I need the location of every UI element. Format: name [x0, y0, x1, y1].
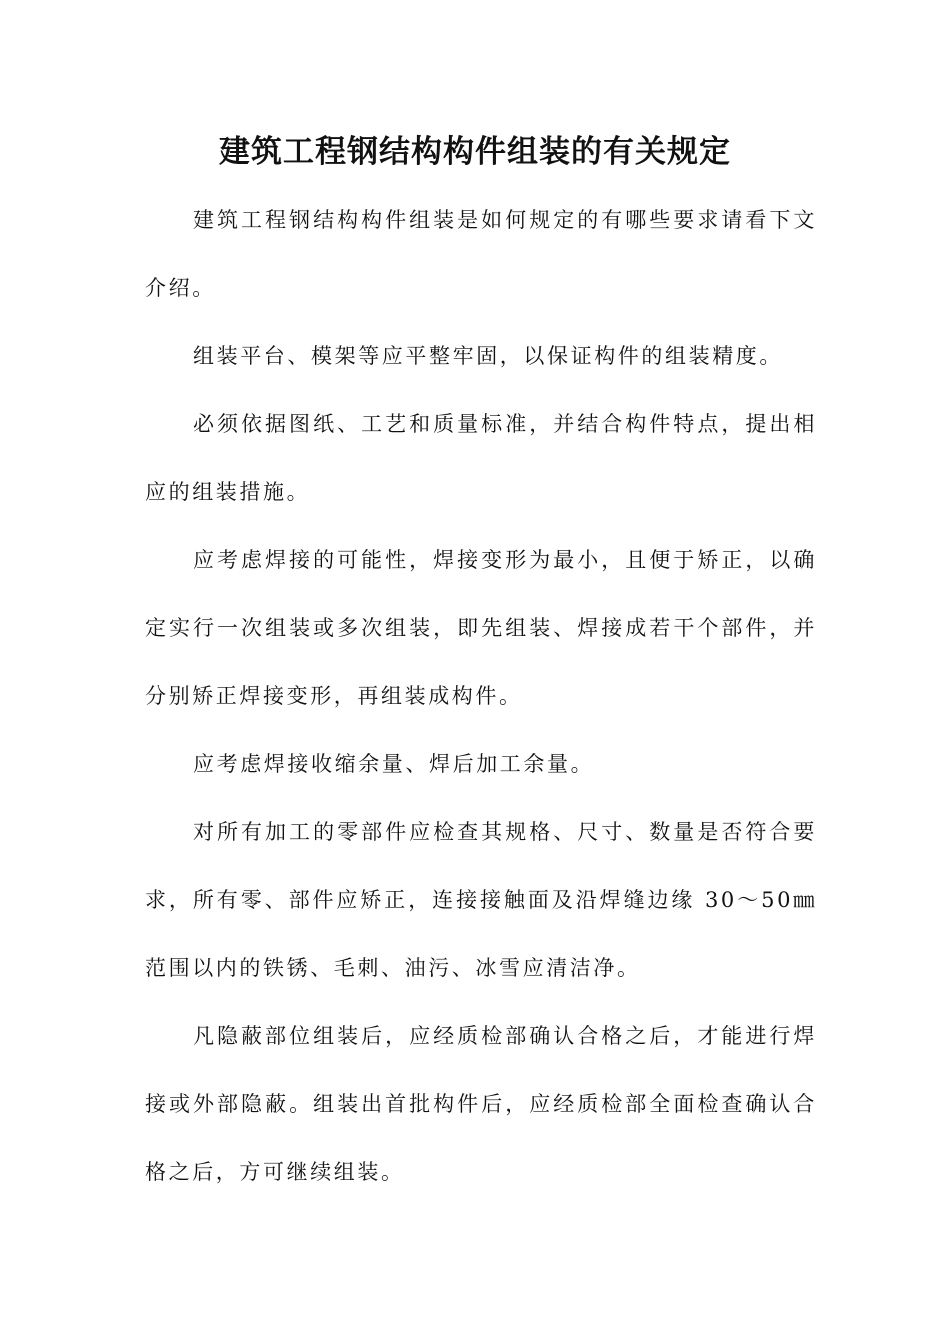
- paragraph-shrinkage-allowance: 应考虑焊接收缩余量、焊后加工余量。: [193, 752, 595, 776]
- paragraph-hidden-parts: 凡隐蔽部位组装后，应经质检部确认合格之后，才能进行焊接或外部隐蔽。组装出首批构件后，应经质检部全面检查确认合格之后，方可继续组装。: [145, 1024, 817, 1184]
- paragraph-drawings: 必须依据图纸、工艺和质量标准，并结合构件特点，提出相应的组装措施。: [145, 412, 817, 504]
- paragraph-intro: 建筑工程钢结构构件组装是如何规定的有哪些要求请看下文介绍。: [145, 208, 817, 300]
- paragraph-parts-inspection: 对所有加工的零部件应检查其规格、尺寸、数量是否符合要求，所有零、部件应矫正，连接接触面及沿焊缝边缘 30～50㎜范围以内的铁锈、毛刺、油污、冰雪应清洁净。: [145, 820, 817, 980]
- document-title: 建筑工程钢结构构件组装的有关规定: [219, 134, 731, 170]
- paragraph-welding-deformation: 应考虑焊接的可能性，焊接变形为最小，且便于矫正，以确定实行一次组装或多次组装，即先组装、焊接成若干个部件，并分别矫正焊接变形，再组装成构件。: [145, 548, 817, 708]
- document-body: [145, 186, 817, 1206]
- paragraph-platform: 组装平台、模架等应平整牢固，以保证构件的组装精度。: [193, 344, 783, 368]
